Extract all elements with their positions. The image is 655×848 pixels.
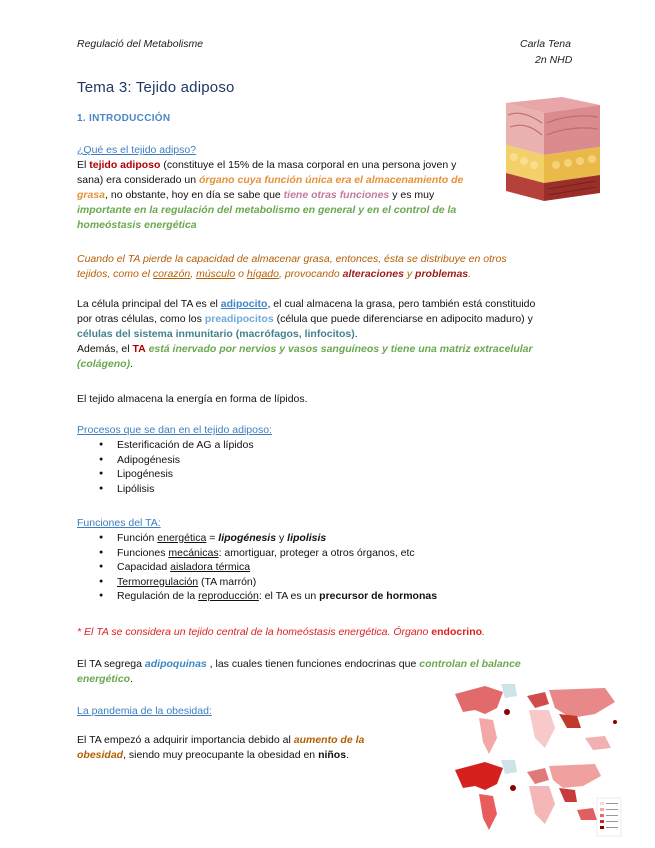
list-item: ● Regulación de la reproducción: el TA es un precursor de hormonas <box>77 589 557 604</box>
world-map-top <box>455 684 617 754</box>
header-group: 2n NHD <box>535 54 573 66</box>
segrega-paragraph: El TA segrega adipoquinas , las cuales tienen funciones endocrinas que controlan el balance energético. <box>77 658 521 685</box>
definition-paragraph: El tejido adiposo (constituye el 15% de la masa corporal en una persona joven y sana) era considerado un órgano cuya función única era el almacenamiento de grasa, no obstante, hoy en día se sabe que tiene otras funciones y es muy importante en la regulación del metabolismo en general y en el control de la homeóstasis energética <box>77 159 464 231</box>
list-item: ● Adipogénesis <box>77 453 254 468</box>
list-item: ● Lipogénesis <box>77 467 254 482</box>
subheading-funciones: Funciones del TA: <box>77 517 161 529</box>
header-course: Regulació del Metabolisme <box>77 38 204 50</box>
list-item: ● Lipólisis <box>77 482 254 497</box>
cuando-paragraph: Cuando el TA pierde la capacidad de almacenar grasa, entonces, ésta se distribuye en otros tejidos, como el corazón, músculo o hígado, provocando alteraciones y problemas. <box>77 253 507 280</box>
funciones-list <box>77 531 557 604</box>
list-item: ● Capacidad aisladora térmica <box>77 560 557 575</box>
skin-layers-illustration <box>502 95 602 205</box>
map-legend <box>597 798 621 836</box>
subheading-pandemia: La pandemia de la obesidad: <box>77 705 212 717</box>
energia-paragraph: El tejido almacena la energía en forma de lípidos. <box>77 393 308 405</box>
list-item: ● Esterificación de AG a lípidos <box>77 438 254 453</box>
list-item: ● Funciones mecánicas: amortiguar, proteger a otros órganos, etc <box>77 546 557 561</box>
procesos-list <box>77 438 254 496</box>
celula-paragraph: La célula principal del TA es el adipocito, el cual almacena la grasa, pero también está constituido por otras células, como los preadipocitos (célula que puede diferenciarse en adipocito maduro) y células del sistema inmunitario (macrófagos, linfocitos). Además, el TA está inervado por nervios y vasos sanguíneos y tiene una matriz extracelular (colágeno). <box>77 298 536 370</box>
section-heading-intro: 1. INTRODUCCIÓN <box>77 113 171 124</box>
obesity-world-maps <box>445 682 625 842</box>
page-title: Tema 3: Tejido adiposo <box>77 79 235 96</box>
list-item: ● Termorregulación (TA marrón) <box>77 575 557 590</box>
subheading-procesos: Procesos que se dan en el tejido adiposo: <box>77 424 272 436</box>
note-endocrino: * El TA se considera un tejido central de la homeóstasis energética. Órgano endocrino. <box>77 626 485 638</box>
subheading-que-es: ¿Qué es el tejido adipso? <box>77 144 197 156</box>
pandemia-paragraph: El TA empezó a adquirir importancia debido al aumento de la obesidad, siendo muy preocupante la obesidad en niños. <box>77 734 365 761</box>
list-item: ● Función energética = lipogénesis y lipolisis <box>77 531 557 546</box>
world-map-bottom <box>455 760 601 830</box>
header-author: Carla Tena <box>520 38 571 50</box>
